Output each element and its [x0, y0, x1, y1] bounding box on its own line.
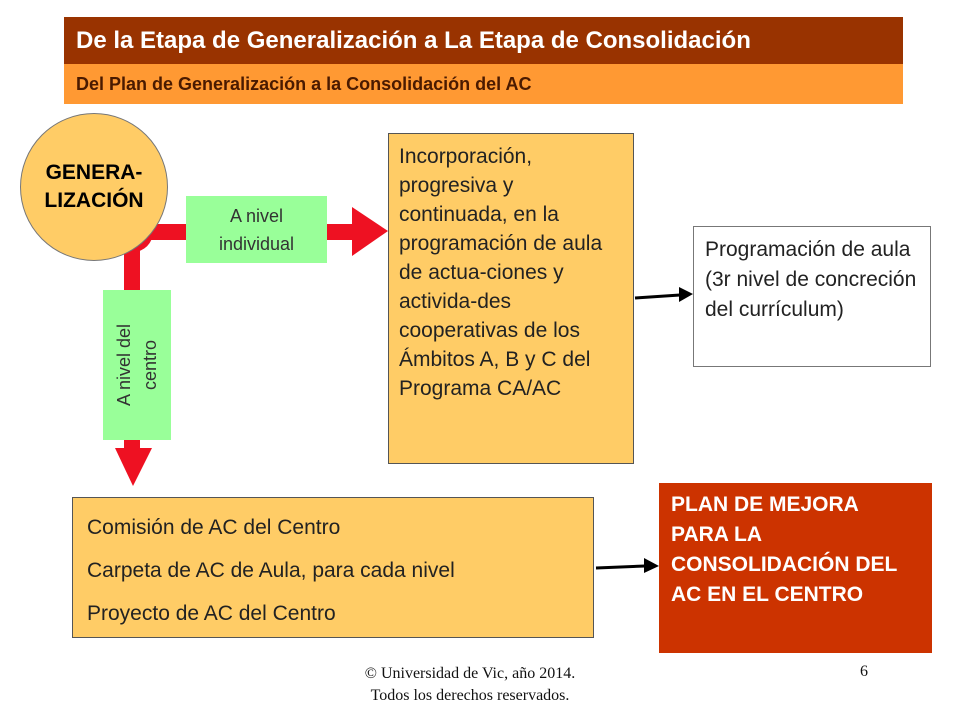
slide-subtitle: Del Plan de Generalización a la Consolidación del AC [76, 74, 532, 94]
arrow-to-programacion-line [635, 295, 680, 298]
plan-mejora-text: PLAN DE MEJORA PARA LA CONSOLIDACIÓN DEL AC EN EL CENTRO [671, 493, 897, 606]
down-arrow-head [115, 448, 152, 486]
nivel-centro-text: A nivel del centro [114, 323, 160, 407]
programacion-box [693, 226, 931, 367]
proyecto-line: Proyecto de AC del Centro [87, 602, 336, 625]
arrow-to-plan-head [644, 558, 659, 573]
programacion-text: Programación de aula (3r nivel de concreción del currículum) [705, 238, 917, 321]
incorporacion-box [388, 133, 634, 464]
incorporacion-text: Incorporación, progresiva y continuada, en la programación de aula de actua-ciones y activida-des cooperativas de los Ámbitos A, B y C del Programa CA/AC [399, 145, 603, 400]
generalizacion-circle [20, 113, 168, 261]
copyright-line-1: © Universidad de Vic, año 2014. [364, 665, 576, 682]
arrow-to-programacion-head [679, 287, 693, 302]
footer-copyright [280, 663, 660, 707]
slide-title: De la Etapa de Generalización a La Etapa de Consolidación [76, 27, 751, 54]
right-arrow-head [352, 207, 388, 256]
nivel-individual-text: A nivel individual [218, 205, 295, 254]
arrow-to-plan-line [596, 566, 645, 568]
carpeta-line: Carpeta de AC de Aula, para cada nivel [87, 559, 455, 582]
plan-mejora-box [659, 483, 932, 653]
label-nivel-centro [103, 290, 171, 440]
page-number: 6 [860, 663, 868, 680]
comision-box [72, 497, 594, 638]
copyright-line-2: Todos los derechos reservados. [370, 687, 570, 704]
comision-line: Comisión de AC del Centro [87, 516, 341, 539]
label-nivel-individual [186, 196, 327, 263]
circle-label: GENERA-LIZACIÓN [44, 161, 144, 212]
